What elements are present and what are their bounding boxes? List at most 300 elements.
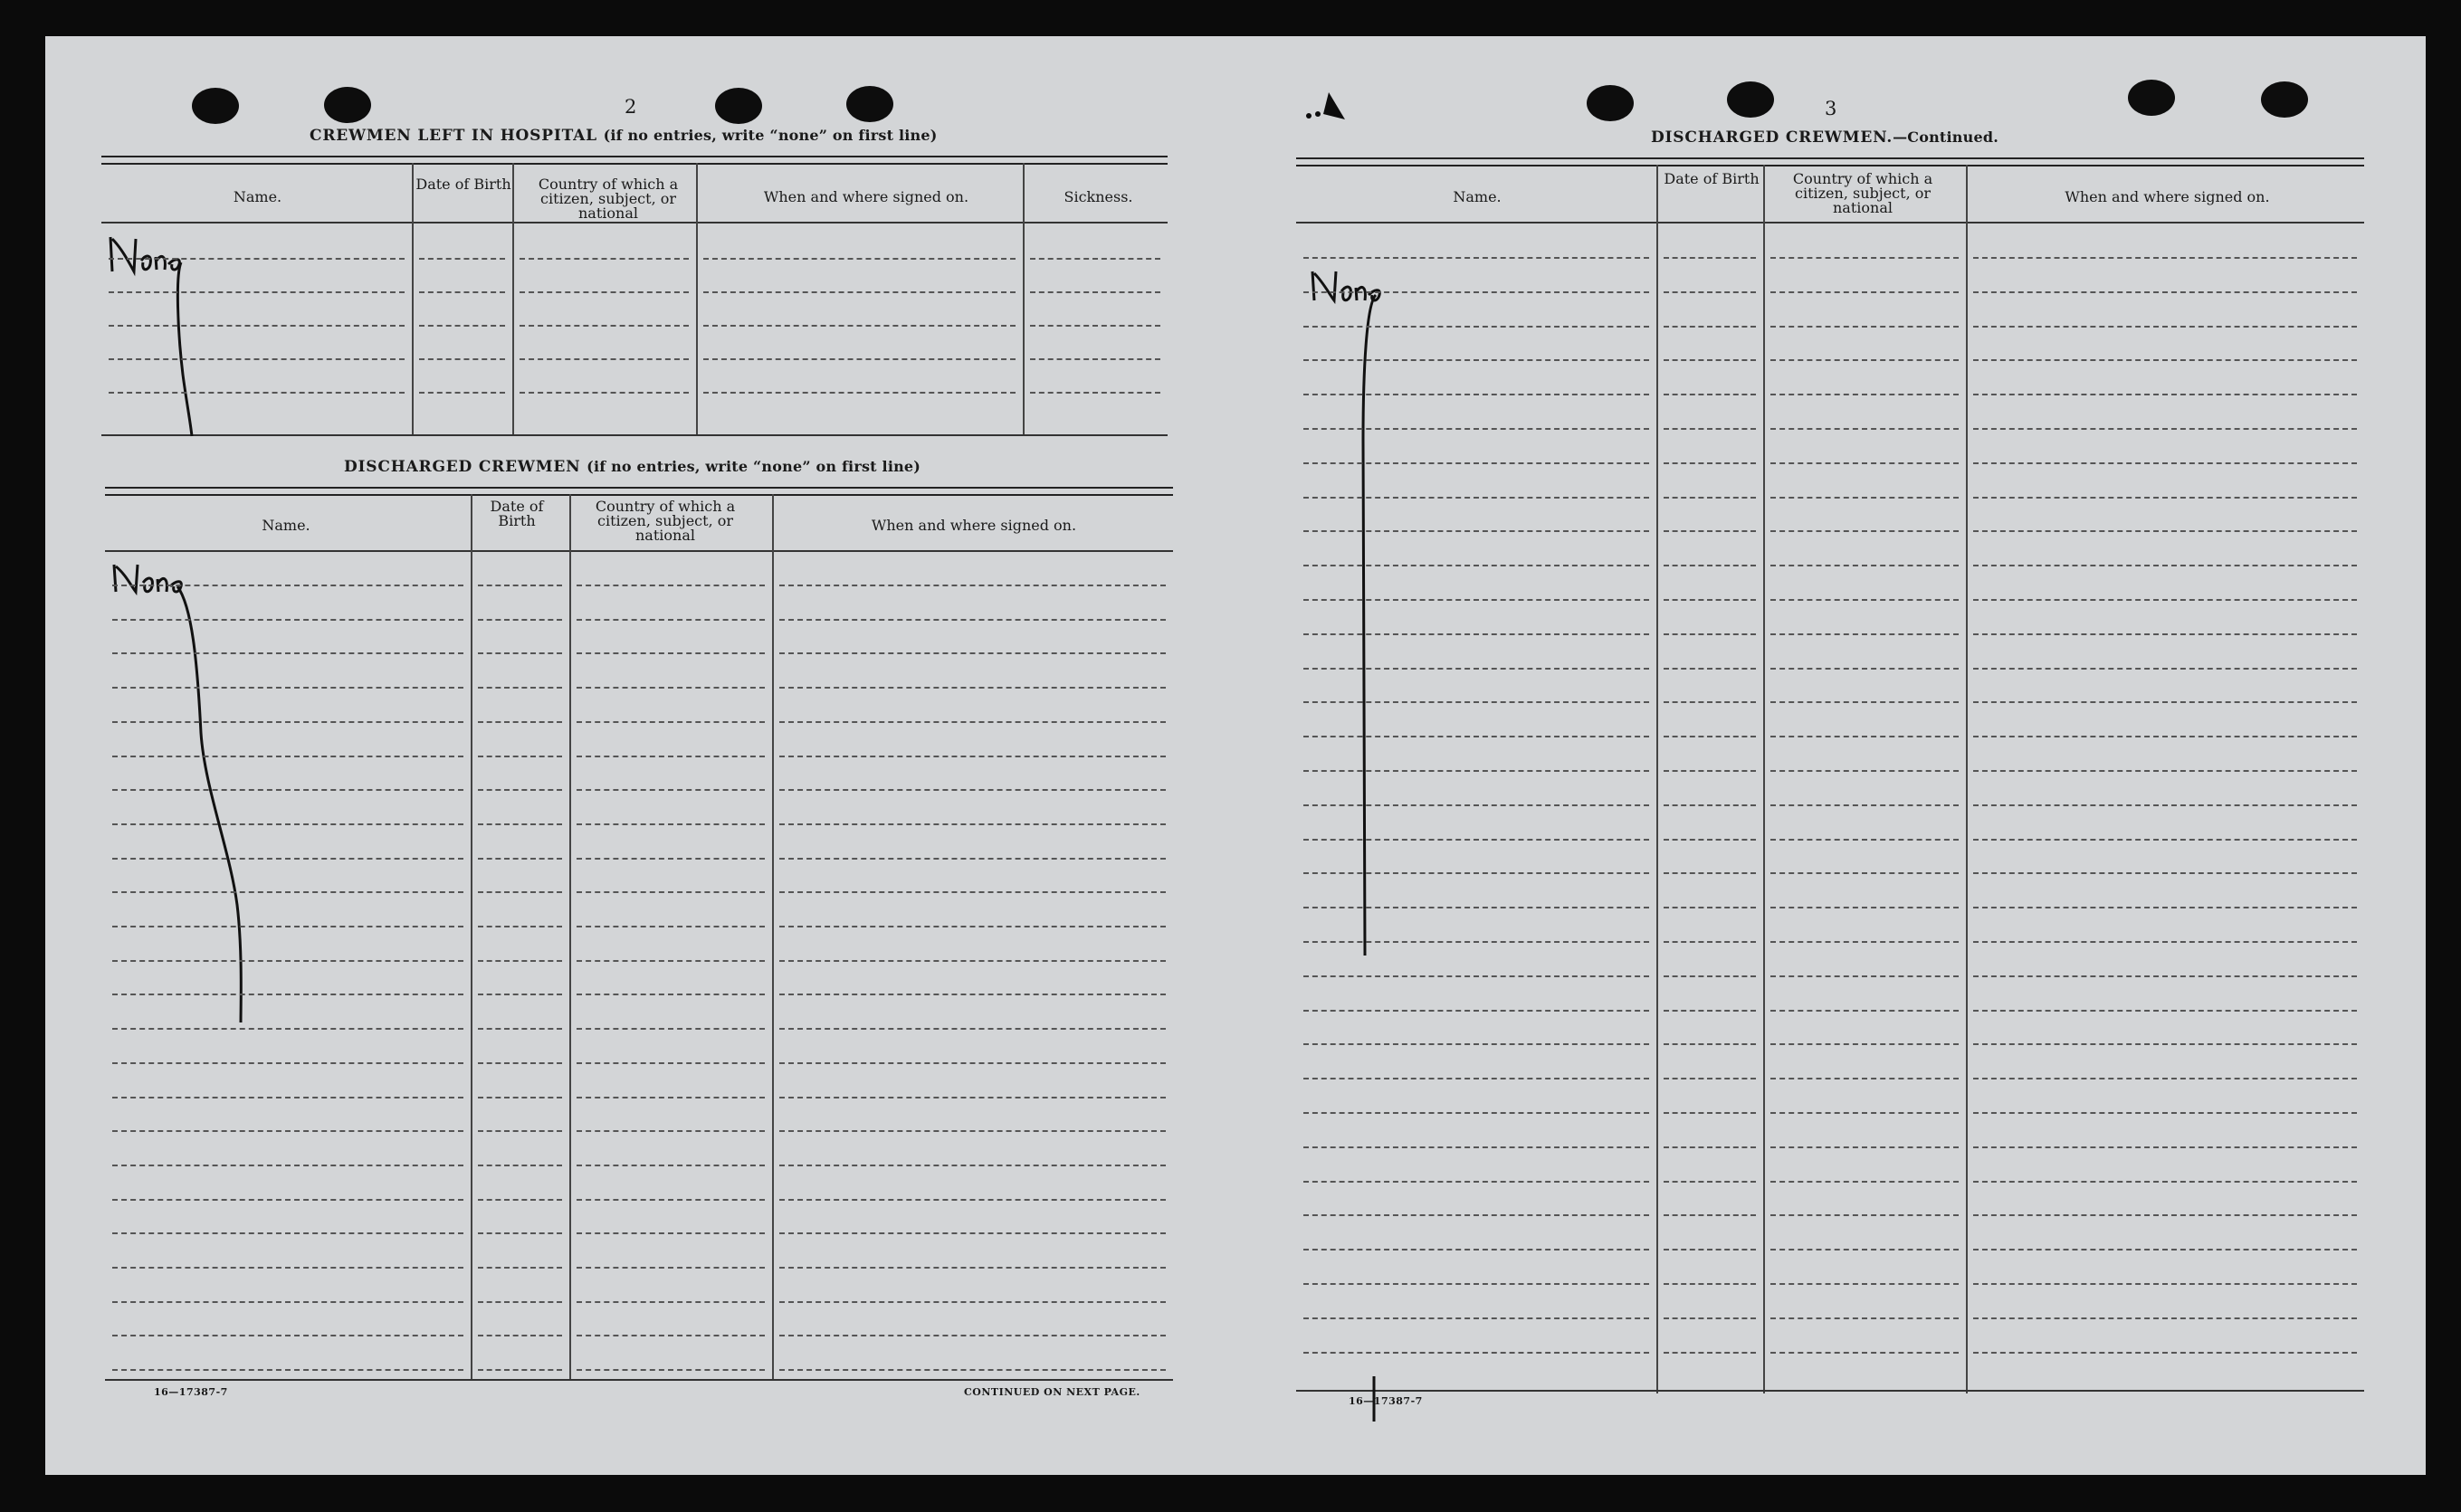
ruled-line: [1664, 701, 1756, 703]
punch-hole: [1587, 85, 1634, 121]
ruled-line: [1664, 1078, 1756, 1079]
ruled-line: [1973, 1181, 2357, 1183]
column-divider: [1763, 165, 1765, 1393]
ruled-line: [1303, 565, 1649, 566]
ruled-line: [577, 994, 765, 995]
ruled-line: [1770, 497, 1959, 499]
ruled-line: [577, 1097, 765, 1098]
form-number: 16—17387-7: [1349, 1395, 1423, 1407]
ruled-line: [1664, 907, 1756, 908]
ruled-line: [1973, 872, 2357, 874]
ruled-line: [478, 721, 562, 723]
ruled-line: [577, 789, 765, 791]
header-rule: [1296, 222, 2364, 223]
ruled-line: [1664, 770, 1756, 772]
col-header-sickness: Sickness.: [1064, 188, 1133, 205]
ruled-line: [1664, 975, 1756, 977]
discharged-table: [105, 487, 1173, 1381]
ruled-line: [1303, 326, 1649, 328]
ruled-line: [1973, 1078, 2357, 1079]
ruled-line: [112, 1369, 463, 1371]
ruled-line: [478, 1028, 562, 1030]
col-header-dob: Date of Birth: [490, 498, 544, 529]
ruled-line: [109, 358, 405, 360]
ruled-line: [1973, 291, 2357, 293]
ruled-line: [1303, 668, 1649, 670]
ruled-line: [1303, 1112, 1649, 1114]
ruled-line: [779, 585, 1166, 586]
continued-note: CONTINUED ON NEXT PAGE.: [964, 1386, 1140, 1398]
col-header-country: Country of which a citizen, subject, or national: [1792, 170, 1933, 216]
ruled-line: [577, 652, 765, 654]
ruled-line: [1303, 1043, 1649, 1045]
ruled-line: [419, 325, 505, 327]
ruled-line: [1664, 941, 1756, 943]
svg-text:None: None: [112, 268, 115, 269]
ruled-line: [1973, 1010, 2357, 1012]
punch-hole: [846, 86, 893, 122]
ruled-line: [577, 585, 765, 586]
col-header-signed-on: When and where signed on.: [871, 517, 1077, 534]
column-divider: [512, 163, 514, 436]
ruled-line: [112, 1301, 463, 1303]
ruled-line: [1770, 668, 1959, 670]
ruled-line: [1664, 1283, 1756, 1285]
col-header-name: Name.: [1453, 188, 1502, 205]
ruled-line: [1303, 530, 1649, 532]
ruled-line: [478, 994, 562, 995]
ruled-line: [577, 823, 765, 825]
ruled-line: [1973, 701, 2357, 703]
ruled-line: [1303, 1283, 1649, 1285]
ruled-line: [112, 585, 463, 586]
ruled-line: [1770, 872, 1959, 874]
ruled-line: [779, 1028, 1166, 1030]
ruled-line: [779, 1062, 1166, 1064]
punch-hole: [2261, 81, 2308, 118]
table-top-rule: [101, 156, 1168, 165]
ruled-line: [1770, 1181, 1959, 1183]
title-suffix: —Continued.: [1893, 128, 1998, 146]
ruled-line: [478, 789, 562, 791]
ruled-line: [1664, 872, 1756, 874]
ruled-line: [1973, 975, 2357, 977]
col-header-country: Country of which a citizen, subject, or national: [595, 498, 736, 544]
ruled-line: [1303, 1010, 1649, 1012]
ruled-line: [1770, 941, 1959, 943]
ruled-line: [1973, 1112, 2357, 1114]
ruled-line: [1770, 633, 1959, 635]
ruled-line: [419, 291, 505, 293]
ruled-line: [1664, 1010, 1756, 1012]
discharged-continued-table: [1296, 157, 2364, 1393]
ruled-line: [1770, 462, 1959, 464]
column-divider: [1966, 165, 1968, 1393]
ruled-line: [520, 325, 689, 327]
ruled-line: [112, 652, 463, 654]
ruled-line: [109, 325, 405, 327]
col-header-name: Name.: [233, 188, 282, 205]
ruled-line: [577, 619, 765, 621]
ruled-line: [112, 1028, 463, 1030]
ruled-line: [1664, 565, 1756, 566]
ruled-line: [577, 1130, 765, 1132]
table-bottom-rule: [105, 1379, 1173, 1381]
ruled-line: [1303, 633, 1649, 635]
ruled-line: [1664, 394, 1756, 395]
discharged-title-text: DISCHARGED CREWMEN: [344, 458, 581, 476]
ruled-line: [1973, 839, 2357, 841]
ruled-line: [1664, 668, 1756, 670]
ruled-line: [478, 1232, 562, 1234]
ruled-line: [112, 721, 463, 723]
ruled-line: [478, 1165, 562, 1166]
ruled-line: [1770, 1352, 1959, 1354]
ruled-line: [1770, 326, 1959, 328]
ruled-line: [1664, 497, 1756, 499]
ruled-line: [577, 960, 765, 962]
ruled-line: [1973, 462, 2357, 464]
ruled-line: [112, 1199, 463, 1201]
handwritten-none: [1309, 259, 1490, 1439]
ruled-line: [1770, 1214, 1959, 1216]
hospital-title-text: CREWMEN LEFT IN HOSPITAL: [310, 127, 597, 145]
ruled-line: [1770, 530, 1959, 532]
ruled-line: [109, 258, 405, 260]
ruled-line: [779, 652, 1166, 654]
ruled-line: [1303, 599, 1649, 601]
discharged-continued-title: [1651, 128, 1998, 147]
ruled-line: [1664, 1043, 1756, 1045]
ruled-line: [1770, 394, 1959, 395]
ruled-line: [112, 994, 463, 995]
ruled-line: [779, 1097, 1166, 1098]
ruled-line: [478, 1267, 562, 1269]
ruled-line: [1303, 1249, 1649, 1250]
ruled-line: [1770, 359, 1959, 361]
ruled-line: [112, 1062, 463, 1064]
ruled-line: [1303, 1352, 1649, 1354]
ruled-line: [478, 1199, 562, 1201]
ruled-line: [1973, 1146, 2357, 1148]
ruled-line: [478, 619, 562, 621]
ruled-line: [1303, 736, 1649, 737]
ruled-line: [112, 789, 463, 791]
ruled-line: [703, 325, 1016, 327]
ruled-line: [1664, 291, 1756, 293]
ruled-line: [520, 392, 689, 394]
punch-hole: [324, 87, 371, 123]
ruled-line: [478, 585, 562, 586]
hospital-section-title: [310, 127, 937, 145]
ruled-line: [1303, 907, 1649, 908]
ruled-line: [1973, 804, 2357, 806]
ruled-line: [1770, 701, 1959, 703]
ruled-line: [1303, 1214, 1649, 1216]
ruled-line: [1770, 839, 1959, 841]
column-divider: [569, 494, 571, 1381]
ruled-line: [1770, 428, 1959, 430]
ruled-line: [112, 1335, 463, 1336]
handwritten-none: [110, 552, 291, 1062]
ruled-line: [1664, 462, 1756, 464]
ruled-line: [779, 960, 1166, 962]
ruled-line: [1973, 497, 2357, 499]
svg-text:None: None: [1316, 295, 1319, 296]
svg-text:None: None: [118, 588, 120, 589]
ruled-line: [112, 1097, 463, 1098]
ruled-line: [779, 1301, 1166, 1303]
ruled-line: [1973, 530, 2357, 532]
ruled-line: [478, 891, 562, 893]
ruled-line: [1770, 736, 1959, 737]
ruled-line: [478, 1062, 562, 1064]
table-top-rule: [1296, 157, 2364, 166]
ruled-line: [1303, 804, 1649, 806]
ruled-line: [478, 1097, 562, 1098]
ruled-line: [478, 858, 562, 860]
ruled-line: [1770, 770, 1959, 772]
discharged-section-title: [344, 458, 920, 476]
ruled-line: [779, 891, 1166, 893]
discharged-title-note: (if no entries, write “none” on first line): [587, 458, 921, 475]
ruled-line: [1973, 599, 2357, 601]
ruled-line: [1303, 428, 1649, 430]
ruled-line: [1973, 565, 2357, 566]
ruled-line: [1303, 359, 1649, 361]
ruled-line: [779, 994, 1166, 995]
ruled-line: [1303, 770, 1649, 772]
ruled-line: [1664, 599, 1756, 601]
ruled-line: [112, 687, 463, 689]
ruled-line: [112, 858, 463, 860]
ruled-line: [1303, 1317, 1649, 1319]
ruled-line: [577, 721, 765, 723]
ruled-line: [1770, 1078, 1959, 1079]
ruled-line: [112, 823, 463, 825]
ruled-line: [1973, 394, 2357, 395]
ruled-line: [1303, 872, 1649, 874]
ruled-line: [577, 858, 765, 860]
column-divider: [696, 163, 698, 436]
ruled-line: [1664, 1146, 1756, 1148]
ruled-line: [703, 358, 1016, 360]
column-divider: [1023, 163, 1025, 436]
ruled-line: [1664, 1249, 1756, 1250]
ruled-line: [1303, 257, 1649, 259]
ruled-line: [1303, 497, 1649, 499]
ruled-line: [419, 358, 505, 360]
column-divider: [412, 163, 414, 436]
ruled-line: [779, 858, 1166, 860]
ruled-line: [478, 926, 562, 927]
page-number: 2: [625, 96, 637, 118]
ruled-line: [1664, 804, 1756, 806]
ruled-line: [1030, 258, 1160, 260]
ruled-line: [1303, 941, 1649, 943]
ruled-line: [577, 1062, 765, 1064]
ruled-line: [112, 1267, 463, 1269]
column-divider: [471, 494, 472, 1381]
ruled-line: [1770, 1249, 1959, 1250]
col-header-signed-on: When and where signed on.: [2065, 188, 2270, 205]
column-divider: [1656, 165, 1658, 1393]
ruled-line: [112, 1165, 463, 1166]
ruled-line: [1303, 394, 1649, 395]
ruled-line: [577, 891, 765, 893]
ruled-line: [1303, 291, 1649, 293]
punch-hole: [715, 88, 762, 124]
col-header-name: Name.: [262, 517, 310, 534]
ruled-line: [1770, 1010, 1959, 1012]
ruled-line: [1770, 1146, 1959, 1148]
ruled-line: [577, 1335, 765, 1336]
ruled-line: [779, 1335, 1166, 1336]
ruled-line: [1664, 1352, 1756, 1354]
ruled-line: [779, 1267, 1166, 1269]
ruled-line: [703, 392, 1016, 394]
ruled-line: [112, 960, 463, 962]
ruled-line: [1303, 701, 1649, 703]
ruled-line: [1770, 804, 1959, 806]
ruled-line: [1664, 633, 1756, 635]
ruled-line: [1664, 1214, 1756, 1216]
ruled-line: [577, 1165, 765, 1166]
ruled-line: [1303, 1181, 1649, 1183]
ruled-line: [1030, 358, 1160, 360]
ruled-line: [779, 789, 1166, 791]
ruled-line: [1770, 907, 1959, 908]
ruled-line: [1664, 1181, 1756, 1183]
ruled-line: [478, 687, 562, 689]
ruled-line: [1770, 599, 1959, 601]
ruled-line: [419, 392, 505, 394]
right-page: [1238, 36, 2426, 1475]
ruled-line: [478, 756, 562, 757]
ruled-line: [1973, 359, 2357, 361]
ruled-line: [703, 291, 1016, 293]
ruled-line: [577, 1232, 765, 1234]
ruled-line: [1664, 839, 1756, 841]
punch-hole: [1727, 81, 1774, 118]
ruled-line: [1770, 1043, 1959, 1045]
title-text: DISCHARGED CREWMEN.: [1651, 128, 1893, 147]
ruled-line: [1664, 530, 1756, 532]
ruled-line: [1664, 1112, 1756, 1114]
ruled-line: [577, 756, 765, 757]
ruled-line: [779, 1232, 1166, 1234]
ruled-line: [1770, 565, 1959, 566]
ruled-line: [1770, 291, 1959, 293]
ruled-line: [478, 1301, 562, 1303]
ruled-line: [1303, 975, 1649, 977]
ruled-line: [112, 619, 463, 621]
ruled-line: [577, 1199, 765, 1201]
ruled-line: [1770, 1317, 1959, 1319]
ruled-line: [779, 1165, 1166, 1166]
ruled-line: [1303, 1146, 1649, 1148]
ruled-line: [109, 392, 405, 394]
ruled-line: [478, 1130, 562, 1132]
ruled-line: [1303, 839, 1649, 841]
hospital-table: [101, 156, 1168, 436]
ruled-line: [1973, 907, 2357, 908]
handwritten-none: [105, 221, 286, 442]
ruled-line: [478, 823, 562, 825]
ruled-line: [1973, 633, 2357, 635]
ruled-line: [577, 926, 765, 927]
ruled-line: [112, 926, 463, 927]
ruled-line: [1973, 668, 2357, 670]
left-page: [45, 36, 1238, 1475]
ruled-line: [478, 1369, 562, 1371]
ruled-line: [1303, 1078, 1649, 1079]
ruled-line: [1664, 428, 1756, 430]
ruled-line: [779, 1369, 1166, 1371]
ruled-line: [1303, 462, 1649, 464]
ruled-line: [1770, 1112, 1959, 1114]
ruled-line: [520, 358, 689, 360]
punch-hole: [2128, 80, 2175, 116]
ruled-line: [112, 1232, 463, 1234]
ruled-line: [1664, 359, 1756, 361]
ruled-line: [779, 926, 1166, 927]
ruled-line: [577, 687, 765, 689]
table-top-rule: [105, 487, 1173, 496]
ruled-line: [1973, 1043, 2357, 1045]
ruled-line: [577, 1369, 765, 1371]
ruled-line: [779, 721, 1166, 723]
ruled-line: [779, 619, 1166, 621]
ruled-line: [1973, 257, 2357, 259]
ruled-line: [1030, 325, 1160, 327]
ruled-line: [1973, 1249, 2357, 1250]
ruled-line: [520, 291, 689, 293]
col-header-country: Country of which a citizen, subject, or national: [538, 176, 679, 222]
ruled-line: [1973, 736, 2357, 737]
ruled-line: [1770, 257, 1959, 259]
ruled-line: [112, 1130, 463, 1132]
ruled-line: [577, 1267, 765, 1269]
ruled-line: [419, 258, 505, 260]
ruled-line: [1030, 392, 1160, 394]
page-number: 3: [1825, 98, 1837, 119]
column-divider: [772, 494, 774, 1381]
ruled-line: [478, 1335, 562, 1336]
ruled-line: [1973, 1352, 2357, 1354]
ruled-line: [1770, 1283, 1959, 1285]
ruled-line: [1030, 291, 1160, 293]
ruled-line: [112, 756, 463, 757]
col-header-signed-on: When and where signed on.: [763, 188, 969, 205]
hospital-title-note: (if no entries, write “none” on first line): [603, 127, 938, 144]
ruled-line: [1973, 326, 2357, 328]
ruled-line: [1770, 975, 1959, 977]
ruled-line: [1973, 428, 2357, 430]
paper-tear-mark: [1302, 92, 1356, 123]
punch-hole: [192, 88, 239, 124]
ruled-line: [1664, 326, 1756, 328]
form-number: 16—17387-7: [154, 1386, 228, 1398]
ruled-line: [779, 1199, 1166, 1201]
ruled-line: [1664, 1317, 1756, 1319]
ruled-line: [779, 687, 1166, 689]
ruled-line: [1973, 1283, 2357, 1285]
ruled-line: [1973, 770, 2357, 772]
ruled-line: [703, 258, 1016, 260]
ruled-line: [478, 652, 562, 654]
col-header-dob: Date of Birth: [1664, 170, 1760, 187]
